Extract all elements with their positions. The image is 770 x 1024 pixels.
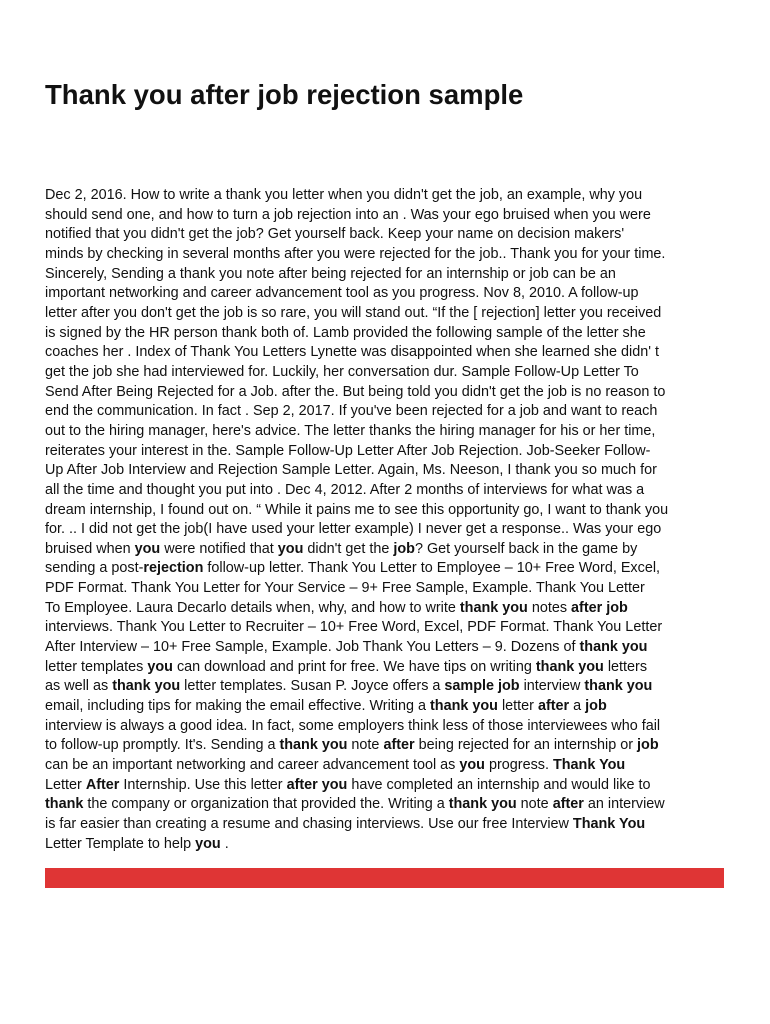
body-line [45,638,727,658]
bold-keyword: you [277,540,304,557]
text-segment: Letter Template to help [45,835,196,852]
text-segment: letter [497,698,538,715]
body-line [45,795,727,815]
body-line [45,383,727,403]
text-segment: should send one, and how to turn a job rejection into an . Was your ego bruised when you were [45,206,651,223]
text-segment: letter templates [45,658,148,675]
text-segment: email, including tips for making the email effective. Writing a [45,698,430,715]
body-line [45,540,727,560]
body-line [45,559,727,579]
bold-keyword: thank you [112,678,181,695]
text-segment: bruised when [45,540,135,557]
text-segment: progress. [484,757,553,774]
body-line [45,284,727,304]
bold-keyword: you [147,658,173,675]
bold-keyword: Thank You [572,816,646,832]
body-line [45,776,727,796]
body-line [45,206,727,226]
document-title: Thank you after job rejection sample [45,79,524,110]
text-segment: follow-up letter. Thank You Letter to Employee – 10+ Free Word, Excel, [203,560,661,577]
body-line [45,697,727,717]
text-segment: Up After Job Interview and Rejection Sample Letter. Again, Ms. Neeson, I thank you so much for [45,462,657,479]
text-segment: were notified that [160,540,278,557]
body-line [45,363,727,383]
bold-keyword: you [134,540,161,557]
text-segment: Letter [45,776,86,793]
bold-keyword: you [459,757,485,774]
body-line [45,422,727,442]
bold-keyword: after [537,698,570,715]
text-segment: dream internship, I found out on. “ While it pains me to see this opportunity go, I want to thank you [45,501,669,518]
body-line [45,324,727,344]
body-line [45,343,727,363]
text-segment: reiterates your interest in the. Sample Follow-Up Letter After Job Rejection. Job-Seeker Follow- [45,442,651,459]
text-segment: is signed by the HR person thank both of. Lamb provided the following sample of the letter she [45,324,646,341]
text-segment: the company or organization that provided the. Writing a [83,796,449,813]
text-segment: a [569,698,586,715]
text-segment: interview is always a good idea. In fact, some employers think less of those interviewees who fail [45,717,661,734]
bold-keyword: after you [286,776,348,793]
bold-keyword: after [552,796,584,813]
body-line [45,658,727,678]
text-segment: as well as [45,678,113,695]
text-segment: . [220,835,229,852]
bold-keyword: thank you [430,698,498,715]
text-segment: can download and print for free. We have tips on writing [172,658,536,675]
text-segment: interview [519,678,585,695]
text-segment: minds by checking in several months after you were rejected for the job.. Thank you for your time. [45,245,666,262]
body-line [45,481,727,501]
text-segment: To Employee. Laura Decarlo details when, why, and how to write [45,599,460,616]
bold-keyword: job [585,698,607,715]
text-segment: for. .. I did not get the job(I have used your letter example) I never get a response.. Was your ego [45,521,662,538]
body-line [45,618,727,638]
bold-keyword: you [195,835,221,852]
text-segment: get the job she had interviewed for. Luckily, her conversation dur. Sample Follow-Up Letter To [45,363,639,380]
bold-keyword: thank you [584,678,653,695]
body-line [45,677,727,697]
bold-keyword: thank you [579,639,648,656]
bold-keyword: thank you [459,599,528,616]
text-segment: After Interview – 10+ Free Sample, Example. Job Thank You Letters – 9. Dozens of [45,639,580,656]
body-line [45,265,727,285]
text-segment: coaches her . Index of Thank You Letters Lynette was disappointed when she learned she didn' t [45,344,659,361]
text-segment: sending a post- [45,560,144,577]
bold-keyword: after [383,737,415,754]
body-line [45,186,727,206]
text-segment: Sincerely, Sending a thank you note after being rejected for an internship or job can be an [45,265,616,282]
body-line [45,736,727,756]
bold-keyword: thank [45,796,84,813]
body-line [45,461,727,481]
text-segment: have completed an internship and would like to [347,776,651,793]
body-line [45,717,727,737]
text-segment: note [516,796,553,813]
bold-keyword: sample job [444,678,520,695]
text-segment: an interview [583,796,665,813]
text-segment: important networking and career advancement tool as you progress. Nov 8, 2010. A follow-up [45,285,639,302]
text-segment: notes [527,599,572,616]
bold-keyword: job [393,540,415,557]
text-segment: letter after you don't get the job is so rare, you will stand out. “If the [ rejection] letter you received [45,304,662,321]
bold-keyword: after job [571,599,628,616]
body-line [45,756,727,776]
body-line [45,520,727,540]
text-segment: out to the hiring manager, here's advice. The letter thanks the hiring manager for his or her time, [45,422,656,439]
body-line [45,835,727,855]
text-segment: letters [603,658,648,675]
text-segment: interviews. Thank You Letter to Recruiter – 10+ Free Word, Excel, PDF Format. Thank You Letter [45,619,663,636]
body-line [45,402,727,422]
body-line [45,225,727,245]
text-segment: Send After Being Rejected for a Job. after the. But being told you didn't get the job is no reason to [45,383,666,400]
body-line [45,501,727,521]
text-segment: note [347,737,384,754]
body-line [45,245,727,265]
body-line [45,304,727,324]
body-line [45,599,727,619]
bold-keyword: thank you [535,658,604,675]
text-segment: all the time and thought you put into . Dec 4, 2012. After 2 months of interviews for what was a [45,481,645,498]
text-segment: ? Get yourself back in the game by [414,540,638,557]
text-segment: can be an important networking and career advancement tool as [45,757,460,774]
text-segment: end the communication. In fact . Sep 2, 2017. If you've been rejected for a job and want to reach [45,403,658,420]
body-line [45,442,727,462]
body-line [45,815,727,835]
bold-keyword: rejection [143,560,204,577]
bold-keyword: thank you [448,796,517,813]
text-segment: to follow-up promptly. It's. Sending a [45,737,280,754]
document-body [45,186,727,854]
bold-keyword: thank you [279,737,348,754]
bold-keyword: After [85,776,120,793]
footer-accent-bar [45,868,724,888]
text-segment: notified that you didn't get the job? Get yourself back. Keep your name on decision makers' [45,226,625,243]
text-segment: Internship. Use this letter [119,776,287,793]
text-segment: PDF Format. Thank You Letter for Your Service – 9+ Free Sample, Example. Thank You Letter [45,580,645,597]
text-segment: Dec 2, 2016. How to write a thank you letter when you didn't get the job, an example, why you [45,187,643,203]
text-segment: didn't get the [303,540,394,557]
text-segment: being rejected for an internship or [414,737,638,754]
body-line [45,579,727,599]
bold-keyword: Thank You [552,757,626,774]
text-segment: is far easier than creating a resume and chasing interviews. Use our free Interview [45,816,573,832]
text-segment: letter templates. Susan P. Joyce offers a [180,678,445,695]
bold-keyword: job [637,737,659,754]
